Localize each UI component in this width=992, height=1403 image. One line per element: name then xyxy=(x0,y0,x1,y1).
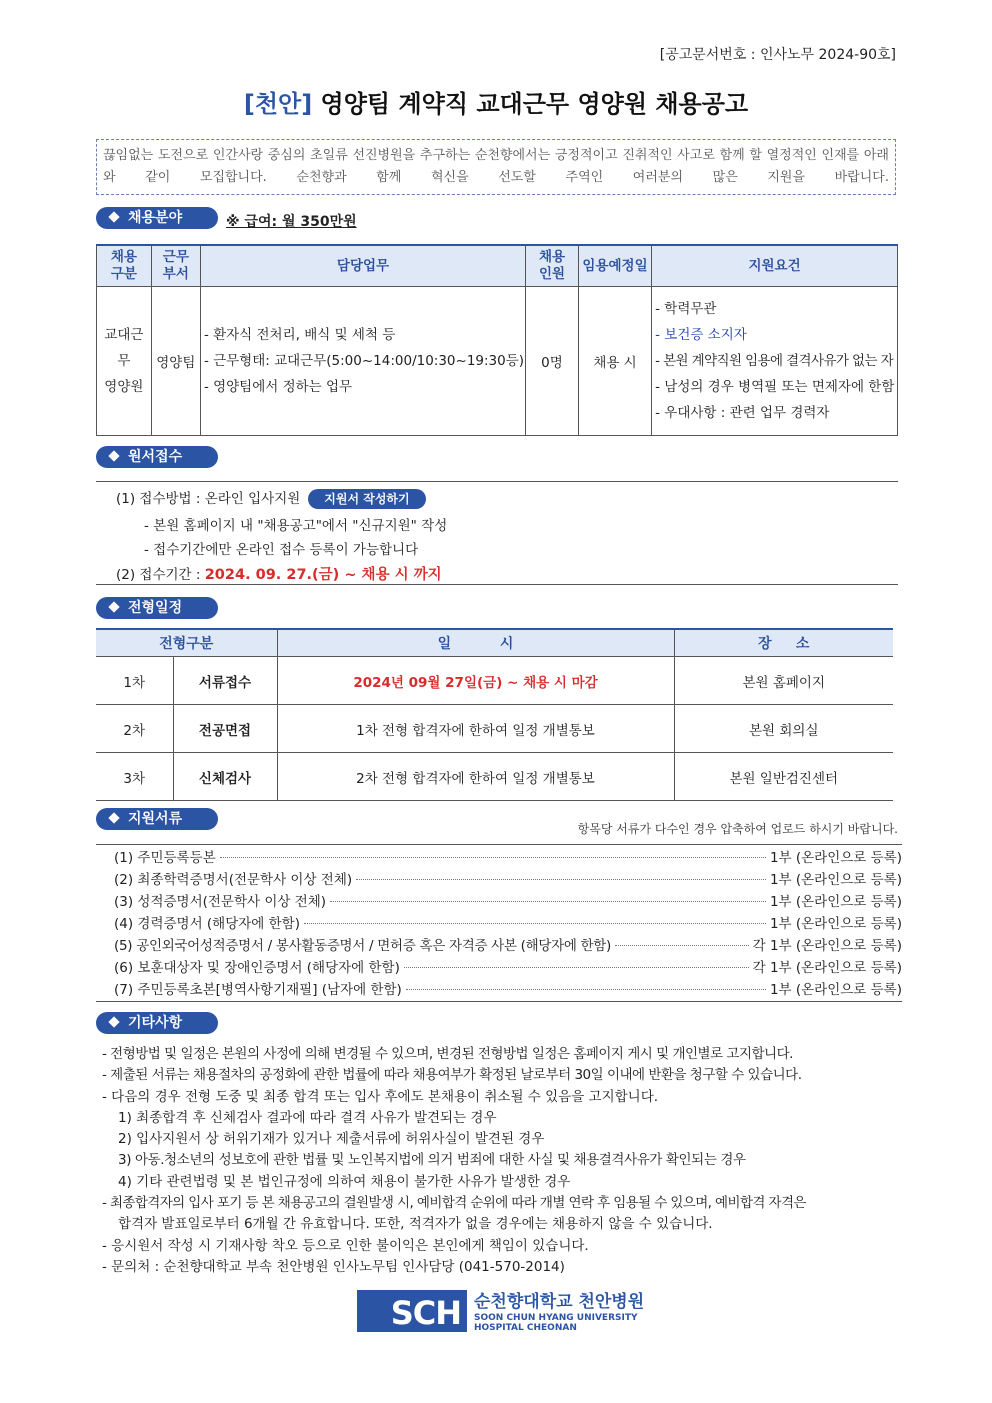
recruit-table xyxy=(96,244,898,436)
requirement-item: - 우대사항 : 관련 업무 경력자 xyxy=(655,405,830,421)
duty-item: - 영양팀에서 정하는 업무 xyxy=(203,379,353,395)
schedule-name: 전공면접 xyxy=(173,705,277,753)
header-count: 채용 인원 xyxy=(526,245,579,287)
requirement-item-highlight: - 보건증 소지자 xyxy=(655,327,747,343)
docs-list xyxy=(96,844,902,1002)
etc-item: 3) 아동.청소년의 성보호에 관한 법률 및 노인복지법에 의거 범죄에 대한 사실 및 채용결격사유가 확인되는 경우 xyxy=(118,1152,746,1169)
schedule-when: 2차 전형 합격자에 한하여 일정 개별통보 xyxy=(277,753,674,801)
header-when: 일 시 xyxy=(277,629,674,657)
requirement-item: - 본원 계약직원 임용에 결격사유가 없는 자 xyxy=(655,353,894,369)
schedule-where: 본원 홈페이지 xyxy=(674,657,893,705)
hospital-name-ko: 순천향대학교 천안병원 xyxy=(474,1292,645,1312)
cell-category xyxy=(97,287,152,436)
etc-item: 1) 최종합격 후 신체검사 결과에 따라 결격 사유가 발견되는 경우 xyxy=(118,1109,497,1126)
schedule-step: 3차 xyxy=(96,753,173,801)
table-row xyxy=(97,287,898,436)
list-item: (2) 최종학력증명서(전문학사 이상 전체) 1부 (온라인으로 등록) xyxy=(114,872,902,888)
section-label: 지원서류 xyxy=(128,811,183,827)
cell-count: 0명 xyxy=(526,287,579,436)
cell-dept: 영양팀 xyxy=(151,287,200,436)
sch-logo-mark: SCH xyxy=(357,1290,467,1332)
schedule-when: 1차 전형 합격자에 한하여 일정 개별통보 xyxy=(277,705,674,753)
duty-item: - 근무형태: 교대근무(5:00~14:00/10:30~19:30등) xyxy=(203,353,525,369)
etc-item: - 응시원서 작성 시 기재사항 착오 등으로 인한 불이익은 본인에게 책임이 있습니다. xyxy=(102,1237,589,1254)
cell-duties xyxy=(200,287,525,436)
schedule-step: 1차 xyxy=(96,657,173,705)
table-row xyxy=(96,705,893,753)
etc-item: 4) 기타 관련법령 및 본 법인규정에 의하여 채용이 불가한 사유가 발생한 경우 xyxy=(118,1173,571,1190)
apply-period xyxy=(116,563,442,584)
diamond-icon xyxy=(108,1016,119,1027)
apply-method xyxy=(116,487,426,509)
cell-requirements xyxy=(652,287,898,436)
apply-sub2: - 접수기간에만 온라인 접수 등록이 가능합니다 xyxy=(144,542,419,558)
list-item: (3) 성적증명서(전문학사 이상 전체) 1부 (온라인으로 등록) xyxy=(114,894,902,910)
category-text: 교대근무 영양원 xyxy=(104,327,144,395)
requirement-item: - 학력무관 xyxy=(655,301,717,317)
title-location-tag: [천안] xyxy=(243,90,313,118)
table-row xyxy=(96,753,893,801)
schedule-where: 본원 일반검진센터 xyxy=(674,753,893,801)
section-header-docs xyxy=(96,808,218,830)
etc-item: - 제출된 서류는 채용절차의 공정화에 관한 법률에 따라 채용여부가 확정된 날로부터 30일 이내에 반환을 청구할 수 있습니다. xyxy=(102,1067,802,1084)
header-start: 임용예정일 xyxy=(578,245,651,287)
divider xyxy=(96,584,898,585)
section-header-etc xyxy=(96,1012,218,1034)
section-label: 기타사항 xyxy=(128,1015,183,1031)
etc-item: - 최종합격자의 입사 포기 등 본 채용공고의 결원발생 시, 예비합격 순위에 따라 개별 연락 후 임용될 수 있으며, 예비합격 자격은 xyxy=(102,1195,806,1212)
page-title xyxy=(0,84,992,119)
table-row xyxy=(96,657,893,705)
etc-item: - 문의처 : 순천향대학교 부속 천안병원 인사노무팀 인사담당 (041-570-2014) xyxy=(102,1258,565,1275)
hospital-logo-text xyxy=(474,1291,644,1333)
intro-box: 끊임없는 도전으로 인간사랑 중심의 초일류 선진병원을 추구하는 순천향에서는 긍정적이고 진취적인 사고로 함께 할 열정적인 인재를 아래와 같이 모집합니다. 순천향과 함께 혁신을 선도할 주역인 여러분의 많은 지원을 바랍니다. xyxy=(96,139,896,195)
hospital-name-en2: HOSPITAL CHEONAN xyxy=(474,1323,577,1333)
etc-item: - 전형방법 및 일정은 본원의 사정에 의해 변경될 수 있으며, 변경된 전형방법 일정은 홈페이지 게시 및 개인별로 고지합니다. xyxy=(102,1046,793,1062)
list-item: (7) 주민등록초본[병역사항기재필] (남자에 한함) 1부 (온라인으로 등록) xyxy=(114,982,902,998)
diamond-icon xyxy=(108,450,119,461)
docs-note: 항목당 서류가 다수인 경우 압축하여 업로드 하시기 바랍니다. xyxy=(577,822,898,836)
diamond-icon xyxy=(108,601,119,612)
header-requirements: 지원요건 xyxy=(652,245,898,287)
list-item: (4) 경력증명서 (해당자에 한함) 1부 (온라인으로 등록) xyxy=(114,916,902,932)
divider xyxy=(96,481,898,482)
duty-item: - 환자식 전처리, 배식 및 세척 등 xyxy=(203,327,396,343)
cell-start: 채용 시 xyxy=(578,287,651,436)
diamond-icon xyxy=(108,812,119,823)
etc-list xyxy=(102,1044,902,1278)
list-item: (5) 공인외국어성적증명서 / 봉사활동증명서 / 면허증 혹은 자격증 사본 (해당자에 한함) 각 1부 (온라인으로 등록) xyxy=(114,938,902,954)
apply-sub1: - 본원 홈페이지 내 "채용공고"에서 "신규지원" 작성 xyxy=(144,518,448,534)
salary-note: ※ 급여: 월 350만원 xyxy=(226,214,357,230)
header-where: 장 소 xyxy=(674,629,893,657)
section-header-apply xyxy=(96,446,218,468)
header-dept: 근무 부서 xyxy=(151,245,200,287)
schedule-when: 2024년 09월 27일(금) ~ 채용 시 마감 xyxy=(277,657,674,705)
apply-period-value: 2024. 09. 27.(금) ~ 채용 시 까지 xyxy=(204,567,442,583)
list-item: (1) 주민등록등본 1부 (온라인으로 등록) xyxy=(114,850,902,866)
etc-item: 2) 입사지원서 상 허위기재가 있거나 제출서류에 허위사실이 발견된 경우 xyxy=(118,1131,545,1148)
section-label: 원서접수 xyxy=(128,449,183,465)
diamond-icon xyxy=(108,211,119,222)
write-application-button[interactable]: 지원서 작성하기 xyxy=(308,489,425,509)
etc-item: 합격자 발표일로부터 6개월 간 유효합니다. 또한, 적격자가 없을 경우에는 채용하지 않을 수 있습니다. xyxy=(118,1216,713,1233)
apply-method-label: (1) 접수방법 : 온라인 입사지원 xyxy=(116,491,301,507)
section-label: 채용분야 xyxy=(128,210,183,226)
schedule-table xyxy=(96,628,893,801)
header-duty: 담당업무 xyxy=(200,245,525,287)
list-item: (6) 보훈대상자 및 장애인증명서 (해당자에 한함) 각 1부 (온라인으로 등록) xyxy=(114,960,902,976)
header-category: 채용 구분 xyxy=(97,245,152,287)
requirement-item: - 남성의 경우 병역필 또는 면제자에 한함 xyxy=(655,379,895,395)
header-step: 전형구분 xyxy=(96,629,277,657)
section-header-schedule xyxy=(96,597,218,619)
apply-period-label: (2) 접수기간 : xyxy=(116,567,205,583)
schedule-table-header xyxy=(96,629,893,657)
schedule-name: 서류접수 xyxy=(173,657,277,705)
recruit-table-header xyxy=(97,245,898,287)
schedule-where: 본원 회의실 xyxy=(674,705,893,753)
title-text: 영양팀 계약직 교대근무 영양원 채용공고 xyxy=(312,90,749,118)
etc-item: - 다음의 경우 전형 도중 및 최종 합격 또는 입사 후에도 본채용이 취소될 수 있음을 고지합니다. xyxy=(102,1088,659,1105)
section-header-recruit xyxy=(96,207,218,229)
schedule-step: 2차 xyxy=(96,705,173,753)
hospital-name-en1: SOON CHUN HYANG UNIVERSITY xyxy=(474,1313,638,1323)
section-label: 전형일정 xyxy=(128,600,183,616)
document-number: [공고문서번호 : 인사노무 2024-90호] xyxy=(659,47,896,63)
schedule-name: 신체검사 xyxy=(173,753,277,801)
